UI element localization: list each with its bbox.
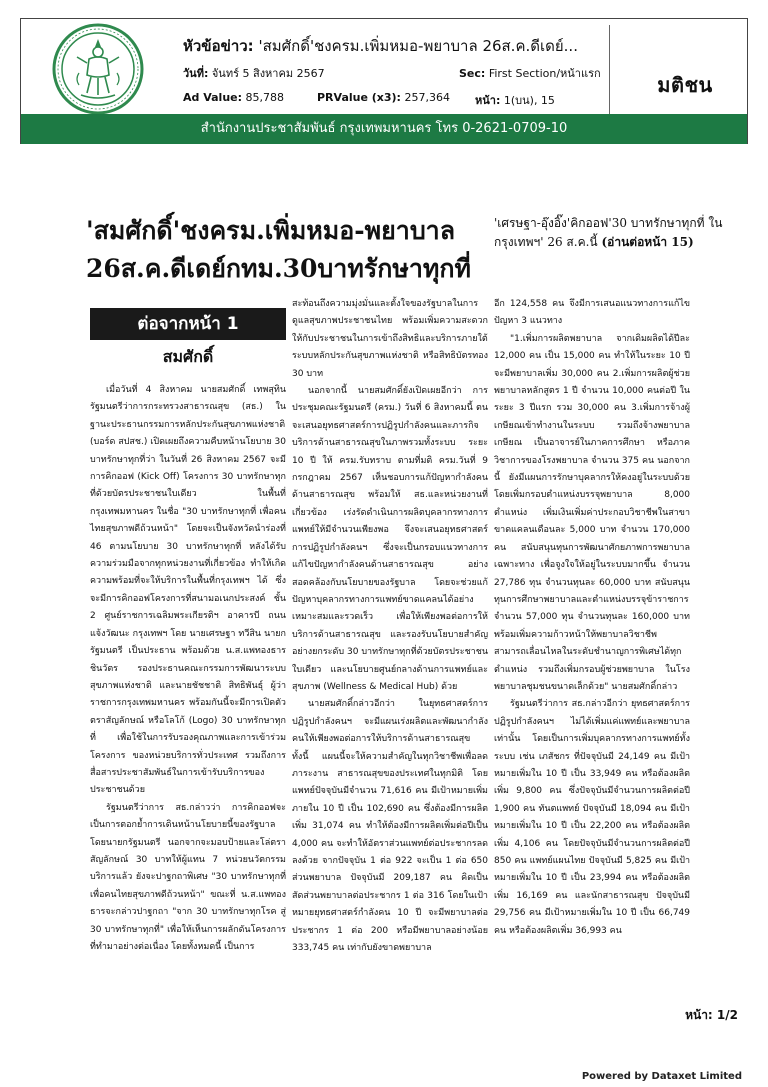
publication-name: มติชน bbox=[657, 73, 713, 97]
section-label: Sec: bbox=[459, 67, 486, 80]
clipping-header bbox=[20, 18, 748, 144]
article-byline: สมศักดิ์ bbox=[162, 347, 214, 366]
paragraph: นายสมศักดิ์กล่าวอีกว่า ในยุทธศาสตร์การปฏิรูปกำลังคนฯ จะมีแผนเร่งผลิตและพัฒนากำลังคนให้เพียงพอต่อการให้บริการด้านสาธารณสุข ทั้งนี้ แผนนี้จะให้ความสำคัญในทุกวิชาชีพเพื่อลดภาระงาน สาธารณสุขของประเทศในทุกมิติ โดยแพทย์ปัจจุบันมีจำนวน 71,616 คน มีเป้าหมายเพิ่มภายใน 10 ปี เป็น 102,690 คน ซึ่งต้องมีการผลิตเพิ่ม 31,074 คน ทำให้ต้องมีการผลิตเพิ่มต่อปีเป็น 4,000 คน จะทำให้อัตราส่วนแพทย์ต่อประชากรลดลงด้วย จากปัจจุบัน 1 ต่อ 922 จะเป็น 1 ต่อ 650 ส่วนพยาบาล ปัจจุบันมี 209,187 คน คิดเป็นสัดส่วนพยาบาลต่อประชากร 1 ต่อ 316 โดยในเป้าหมายยุทธศาสตร์กำลังคน 10 ปี จะมีพยาบาลต่อประชากร 1 ต่อ 200 หรือมีพยาบาลอย่างน้อย 333,745 คน เท่ากับยังขาดพยาบาล bbox=[292, 699, 488, 954]
page-label: หน้า: bbox=[475, 94, 501, 107]
article-column-1 bbox=[90, 382, 286, 956]
subhead-text: 'เศรษฐา-อุ๊งอิ๊ง'คิกออฟ'30 บาทรักษาทุกที่ ในกรุงเทพฯ' 26 ส.ค.นี้ bbox=[494, 216, 723, 250]
article-column-3 bbox=[494, 296, 690, 940]
office-contact-bar: สำนักงานประชาสัมพันธ์ กรุงเทพมหานคร โทร 0-2621-0709-10 bbox=[21, 114, 747, 144]
paragraph: รัฐมนตรีว่าการ สธ.กล่าวว่า การคิกออฟจะเป็นการตอกย้ำการเดินหน้านโยบายนี้ของรัฐบาล โดยนายกรัฐมนตรี นอกจากจะมอบป้ายและโล่ตราสัญลักษณ์ 30 บาทให้ผู้แทน 7 หน่วยนวัตกรรมบริการแล้ว ยังจะปาฐกถาพิเศษ "30 บาทรักษาทุกที่ เพื่อคนไทยสุขภาพดีถ้วนหน้า" ขณะที่ น.ส.แพทองธารจะกล่าวปาฐกถา "จาก 30 บาทรักษาทุกโรค สู่ 30 บาทรักษาทุกที่" เพื่อให้เห็นการผลักดันโครงการที่ทำมาอย่างต่อเนื่อง โดยทั้งหมดนี้ เป็นการ bbox=[90, 802, 286, 952]
paragraph: สะท้อนถึงความมุ่งมั่นและตั้งใจของรัฐบาลในการดูแลสุขภาพประชาชนไทย พร้อมเพิ่มความสะดวกให้กับประชาชนในการเข้าถึงสิทธิและบริการภายใต้ระบบหลักประกันสุขภาพแห่งชาติ หรือสิทธิบัตรทอง 30 บาท bbox=[292, 299, 488, 379]
paragraph: นอกจากนี้ นายสมศักดิ์ยังเปิดเผยอีกว่า การประชุมคณะรัฐมนตรี (ครม.) วันที่ 6 สิงหาคมนี้ ตนจะเสนอยุทธศาสตร์การปฏิรูปกำลังคนและภารกิจบริการด้านสาธารณสุขในภาพรวมทั้งระบบ ระยะ 10 ปี ให้ ครม.รับทราบ ตามที่มติ ครม.วันที่ 9 กรกฎาคม 2567 เห็นชอบการแก้ปัญหากำลังคนด้านสาธารณสุข พร้อมให้ สธ.และหน่วยงานที่เกี่ยวข้อง เร่งรัดดำเนินการผลิตบุคลากรทางการแพทย์ให้มีจำนวนเพียงพอ จึงจะเสนอยุทธศาสตร์การปฏิรูปกำลังคนฯ ซึ่งจะเป็นกรอบแนวทางการแก้ไขปัญหากำลังคนด้านสาธารณสุข อย่างสอดคล้องกับนโยบายของรัฐบาล โดยจะช่วยแก้ปัญหาบุคลากรทางการแพทย์ขาดแคลนได้อย่างเหมาะสมและรวดเร็ว เพื่อให้เพียงพอต่อการให้บริการด้านสาธารณสุข และรองรับนโยบายสำคัญ อย่างยกระดับ 30 บาทรักษาทุกที่ด้วยบัตรประชาชนใบเดียว และนโยบายศูนย์กลางด้านการแพทย์และสุขภาพ (Wellness & Medical Hub) ด้วย bbox=[292, 386, 488, 692]
section-field bbox=[459, 64, 601, 82]
paragraph: เมื่อวันที่ 4 สิงหาคม นายสมศักดิ์ เทพสุทิน รัฐมนตรีว่าการกระทรวงสาธารณสุข (สธ.) ในฐานะประธานกรรมการหลักประกันสุขภาพแห่งชาติ (บอร์ด สปสช.) เปิดเผยถึงความคืบหน้านโยบาย 30 บาทรักษาทุกที่ว่า ในวันที่ 26 สิงหาคม 2567 จะมีการคิกออฟ (Kick Off) โครงการ 30 บาทรักษาทุกที่ด้วยบัตรประชาชนใบเดียว ในพื้นที่กรุงเทพมหานคร ในชื่อ "30 บาทรักษาทุกที่ เพื่อคนไทยสุขภาพดีถ้วนหน้า" โดยจะเป็นจังหวัดนำร่องที่ 46 ตามนโยบาย 30 บาทรักษาทุกที่ หลังได้รับความร่วมมือจากทุกหน่วยงานที่เกี่ยวข้อง ทำให้เกิดความพร้อมที่จะให้บริการในพื้นที่กรุงเทพฯ ได้ ซึ่งจะมีการคิกออฟโครงการที่สนามอเนกประสงค์ ชั้น 2 ศูนย์ราชการเฉลิมพระเกียรติฯ อาคารบี ถนนแจ้งวัฒนะ กรุงเทพฯ โดย นายเศรษฐา ทวีสิน นายกรัฐมนตรี เป็นประธาน พร้อมด้วย น.ส.แพทองธาร ชินวัตร รองประธานคณะกรรมการพัฒนาระบบสุขภาพแห่งชาติ และนายชัชชาติ สิทธิพันธุ์ ผู้ว่าราชการกรุงเทพมหานคร พร้อมกันนี้จะมีการเปิดตัวตราสัญลักษณ์ หรือโลโก้ (Logo) 30 บาทรักษาทุกที่ เพื่อใช้ในการรับรองคุณภาพและการเข้าร่วมโครงการ ของหน่วยบริการทั่วประเทศ รวมถึงการสื่อสารประชาสัมพันธ์ในการเข้ารับบริการของประชาชนด้วย bbox=[90, 385, 286, 796]
article-subhead bbox=[494, 214, 744, 252]
headline-line-2: 26ส.ค.ดีเดย์กทม.30บาทรักษาทุกที่ bbox=[86, 253, 471, 283]
pr-value-label: PRValue (x3): bbox=[317, 91, 401, 104]
pr-value: 257,364 bbox=[404, 91, 450, 104]
paragraph: อีก 124,558 คน จึงมีการเสนอแนวทางการแก้ไขปัญหา 3 แนวทาง bbox=[494, 299, 690, 327]
pr-value-field bbox=[317, 91, 450, 104]
ad-value-label: Ad Value: bbox=[183, 91, 243, 104]
date-value: จันทร์ 5 สิงหาคม 2567 bbox=[211, 67, 325, 80]
article-column-2 bbox=[292, 296, 488, 957]
article-headline bbox=[86, 212, 484, 287]
headline-field bbox=[183, 34, 617, 58]
page-field bbox=[475, 91, 555, 109]
ad-value: 85,788 bbox=[245, 91, 285, 104]
headline-value: 'สมศักดิ์'ชงครม.เพิ่มหมอ-พยาบาล 26ส.ค.ดีเดย์... bbox=[258, 37, 578, 55]
headline-label: หัวข้อข่าว: bbox=[183, 37, 254, 55]
subhead-continued: (อ่านต่อหน้า 15) bbox=[601, 235, 694, 250]
paragraph: "1.เพิ่มการผลิตพยาบาล จากเดิมผลิตได้ปีละ 12,000 คน เป็น 15,000 คน ทำให้ในระยะ 10 ปี จะมีพยาบาลเพิ่ม 30,000 คน 2.เพิ่มการผลิตผู้ช่วยพยาบาลหลักสูตร 1 ปี จำนวน 10,000 คนต่อปี ในระยะ 3 ปีแรก รวม 30,000 คน 3.เพิ่มการจ้างผู้เกษียณเข้าทำงานในระบบ รวมถึงจ้างพยาบาลเกษียณ เป็นอาจารย์ในภาคการศึกษา หรือภาควิชาการของโรงพยาบาล จำนวน 375 คน นอกจากนี้ ยังมีแผนการรักษาบุคลากรให้คงอยู่ในระบบด้วย โดยเพิ่มกรอบตำแหน่งบรรจุพยาบาล 8,000 ตำแหน่ง เพิ่มเงินเพิ่มค่าประกอบวิชาชีพในสาขาขาดแคลนเดือนละ 5,000 บาท จำนวน 170,000 คน สนับสนุนทุนการพัฒนาศักยภาพการพยาบาลเฉพาะทาง เพื่อจูงใจให้อยู่ในระบบมากขึ้น จำนวน 27,786 ทุน จำนวนทุนละ 60,000 บาท สนับสนุนทุนการศึกษาพยาบาลและตำแหน่งบรรจุข้าราชการ จำนวน 57,000 ทุน จำนวนทุนละ 160,000 บาท พร้อมเพิ่มความก้าวหน้าให้พยาบาลวิชาชีพ สามารถเลื่อนไหลในระดับชำนาญการพิเศษได้ทุกตำแหน่ง รวมถึงเพิ่มกรอบผู้ช่วยพยาบาล ในโรงพยาบาลชุมชนขนาดเล็กด้วย" นายสมศักดิ์กล่าว bbox=[494, 333, 690, 692]
section-value: First Section/หน้าแรก bbox=[488, 67, 601, 80]
bangkok-city-seal-icon bbox=[51, 23, 145, 115]
continued-from-page-label: ต่อจากหน้า 1 bbox=[90, 308, 286, 340]
date-label: วันที่: bbox=[183, 67, 209, 80]
paragraph: รัฐมนตรีว่าการ สธ.กล่าวอีกว่า ยุทธศาสตร์การปฏิรูปกำลังคนฯ ไม่ได้เพิ่มแค่แพทย์และพยาบาลเท่านั้น โดยเป็นการเพิ่มบุคลากรทางการแพทย์ทั้งระบบ เช่น เภสัชกร ที่ปัจจุบันมี 24,149 คน มีเป้าหมายเพิ่มใน 10 ปี เป็น 33,949 คน หรือต้องผลิตเพิ่ม 9,800 คน ซึ่งปัจจุบันมีจำนวนการผลิตต่อปี 1,900 คน ทันตแพทย์ ปัจจุบันมี 18,094 คน มีเป้าหมายเพิ่มใน 10 ปี เป็น 22,200 คน หรือต้องผลิตเพิ่ม 4,106 คน โดยปัจจุบันมีจำนวนการผลิตต่อปี 850 คน แพทย์แผนไทย ปัจจุบันมี 5,825 คน มีเป้าหมายเพิ่มใน 10 ปี เป็น 23,994 คน หรือต้องผลิตเพิ่ม 16,169 คน และนักสาธารณสุข ปัจจุบันมี 29,756 คน มีเป้าหมายเพิ่มใน 10 ปี เป็น 66,749 คน หรือต้องผลิตเพิ่ม 36,993 คน bbox=[494, 699, 690, 936]
clipping-meta bbox=[183, 19, 617, 129]
powered-by: Powered by Dataxet Limited bbox=[581, 1071, 742, 1082]
header-divider bbox=[609, 25, 610, 125]
page-count: หน้า: 1/2 bbox=[685, 1008, 738, 1022]
headline-line-1: 'สมศักดิ์'ชงครม.เพิ่มหมอ-พยาบาล bbox=[86, 216, 456, 245]
page-value: 1(บน), 15 bbox=[503, 94, 555, 107]
